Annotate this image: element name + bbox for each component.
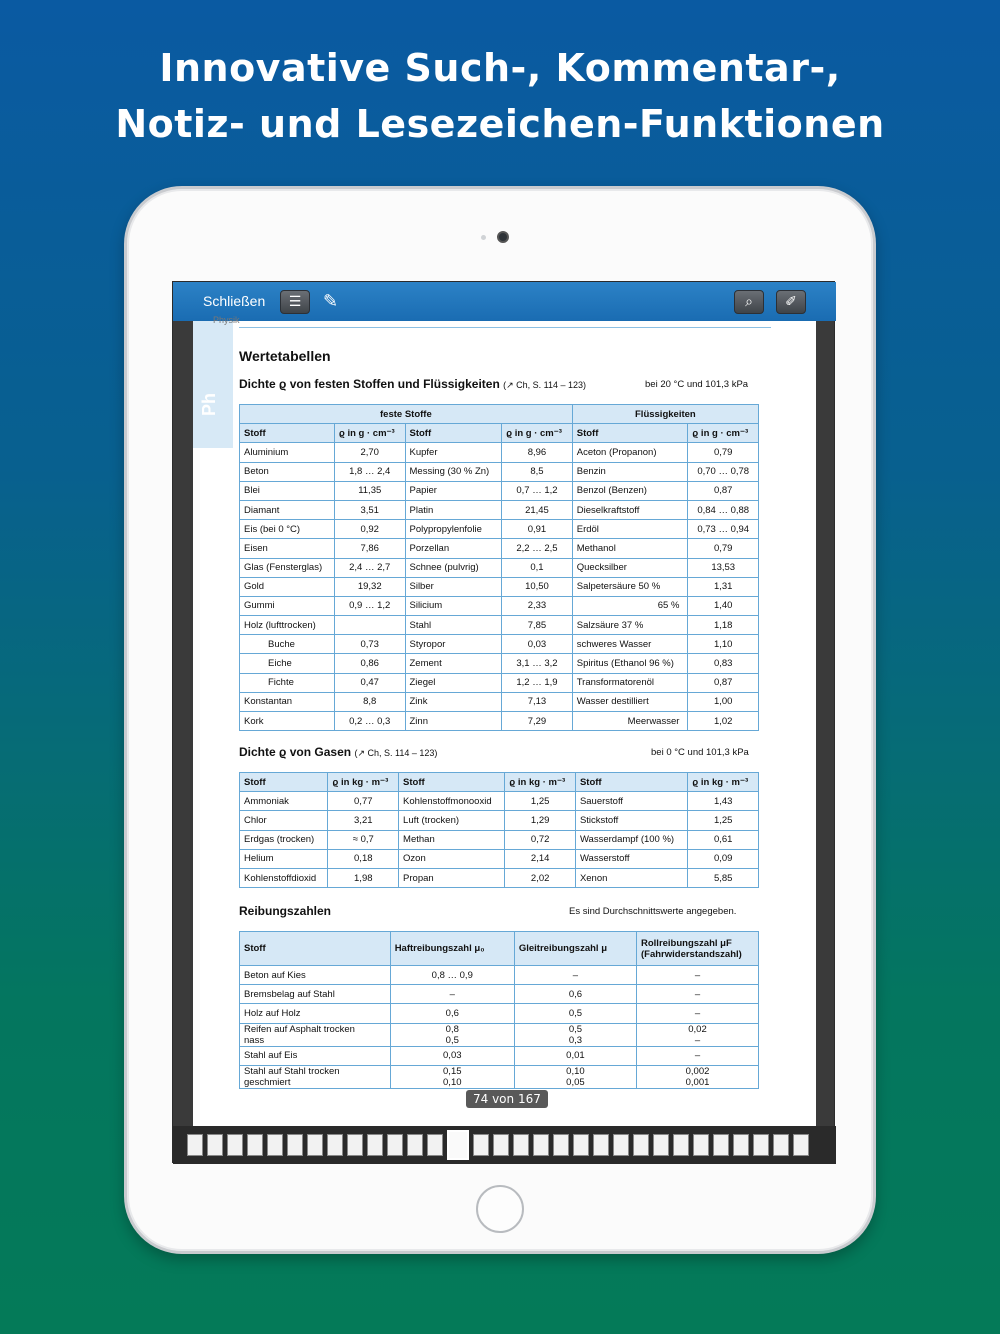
cell-value: 0,79 bbox=[688, 539, 759, 558]
cell-value: 1,10 bbox=[688, 635, 759, 654]
cell-value: 2,2 … 2,5 bbox=[502, 539, 573, 558]
cell-stoff: Propan bbox=[399, 868, 505, 887]
cell-value: 0,77 bbox=[328, 792, 399, 811]
cell-stoff: Fichte bbox=[240, 673, 335, 692]
page-thumbnail[interactable] bbox=[793, 1134, 809, 1156]
cell-value: 0,03 bbox=[502, 635, 573, 654]
cell-stoff: Salzsäure 37 % bbox=[572, 616, 688, 635]
promo-headline bbox=[0, 40, 1000, 152]
cell-stoff: Diamant bbox=[240, 500, 335, 519]
cell-line: – bbox=[694, 1050, 701, 1062]
cell-stoff: Zink bbox=[405, 692, 502, 711]
cell-stoff: Erdgas (trocken) bbox=[240, 830, 328, 849]
cell-stoff: Zinn bbox=[405, 712, 502, 731]
cell-value: 1,31 bbox=[688, 577, 759, 596]
col-header-rho: ϱ in g · cm⁻³ bbox=[688, 424, 759, 443]
cell-value bbox=[637, 1004, 759, 1023]
cell-stoff: Wasser destilliert bbox=[572, 692, 688, 711]
cell-value: 0,1 bbox=[502, 558, 573, 577]
home-button[interactable] bbox=[476, 1185, 524, 1233]
toc-list-icon[interactable]: ☰ bbox=[280, 290, 310, 314]
table-row bbox=[240, 1023, 759, 1046]
table-row bbox=[240, 712, 759, 731]
page-thumbnail[interactable] bbox=[407, 1134, 423, 1156]
cell-stoff: Papier bbox=[405, 481, 502, 500]
cell-stoff: Blei bbox=[240, 481, 335, 500]
table-row bbox=[240, 1065, 759, 1088]
page-thumbnail[interactable] bbox=[753, 1134, 769, 1156]
cell-stoff bbox=[240, 1065, 391, 1088]
page-gutter-right bbox=[814, 321, 834, 1126]
page-thumbnail[interactable] bbox=[633, 1134, 649, 1156]
cell-stoff: Eisen bbox=[240, 539, 335, 558]
cell-stoff: Eiche bbox=[240, 654, 335, 673]
table-row bbox=[240, 792, 759, 811]
section-title-solids bbox=[239, 377, 586, 391]
page-indicator: 74 von 167 bbox=[466, 1090, 548, 1108]
page-thumbnail[interactable] bbox=[493, 1134, 509, 1156]
cell-value: 0,61 bbox=[688, 830, 759, 849]
cell-stoff: Silicium bbox=[405, 596, 502, 615]
cell-stoff: Beton bbox=[240, 462, 335, 481]
cell-value bbox=[514, 1004, 636, 1023]
cell-stoff: Sauerstoff bbox=[575, 792, 687, 811]
cell-line: – bbox=[694, 969, 701, 981]
cell-line: – bbox=[694, 1007, 701, 1019]
cell-value: 3,51 bbox=[334, 500, 405, 519]
cell-stoff: Zement bbox=[405, 654, 502, 673]
section-title-solids-text: Dichte ϱ von festen Stoffen und Flüssigkeiten bbox=[239, 377, 500, 391]
cell-line: 0,15 bbox=[443, 1065, 462, 1077]
cell-value bbox=[514, 985, 636, 1004]
reader-toolbar bbox=[173, 282, 836, 321]
col-header-stoff: Stoff bbox=[575, 773, 687, 792]
header-rule bbox=[239, 327, 771, 328]
cell-line: Bremsbelag auf Stahl bbox=[244, 988, 335, 1000]
cell-value: ≈ 0,7 bbox=[328, 830, 399, 849]
document-page[interactable] bbox=[193, 315, 816, 1126]
page-thumbnail[interactable] bbox=[227, 1134, 243, 1156]
page-thumbnail[interactable] bbox=[247, 1134, 263, 1156]
cell-value bbox=[390, 1065, 514, 1088]
table-row bbox=[240, 1004, 759, 1023]
friction-note: Es sind Durchschnittswerte angegeben. bbox=[569, 906, 737, 917]
cell-value bbox=[390, 985, 514, 1004]
cell-stoff: Aluminium bbox=[240, 443, 335, 462]
cell-value: 1,98 bbox=[328, 868, 399, 887]
cell-stoff: Ziegel bbox=[405, 673, 502, 692]
cell-value: 21,45 bbox=[502, 500, 573, 519]
cell-line: 0,3 bbox=[568, 1034, 583, 1046]
cell-stoff: Stahl bbox=[405, 616, 502, 635]
cell-line: – bbox=[449, 988, 455, 1000]
cell-stoff: Eis (bei 0 °C) bbox=[240, 520, 335, 539]
reader-screen bbox=[172, 281, 835, 1163]
page-title: Wertetabellen bbox=[239, 348, 331, 364]
cell-stoff bbox=[240, 1046, 391, 1065]
cell-line: Stahl auf Eis bbox=[244, 1050, 298, 1062]
cell-value bbox=[390, 1046, 514, 1065]
annotate-pen-icon[interactable]: ✎ bbox=[323, 291, 339, 312]
cell-stoff: Konstantan bbox=[240, 692, 335, 711]
tablet-device-frame bbox=[124, 186, 876, 1254]
density-solids-table bbox=[239, 404, 759, 731]
cell-line: Holz auf Holz bbox=[244, 1007, 301, 1019]
cell-value: 7,85 bbox=[502, 616, 573, 635]
cell-value: 1,2 … 1,9 bbox=[502, 673, 573, 692]
cell-value: 0,87 bbox=[688, 481, 759, 500]
page-thumbnail[interactable] bbox=[187, 1134, 203, 1156]
page-thumbnail[interactable] bbox=[733, 1134, 749, 1156]
cell-value: 3,21 bbox=[328, 811, 399, 830]
cell-value: 11,35 bbox=[334, 481, 405, 500]
cell-value: 19,32 bbox=[334, 577, 405, 596]
subject-tab-label: Ph bbox=[199, 392, 219, 416]
cell-stoff: Aceton (Propanon) bbox=[572, 443, 688, 462]
subject-tab bbox=[193, 321, 233, 448]
table-row bbox=[240, 539, 759, 558]
cell-stoff: Kupfer bbox=[405, 443, 502, 462]
cell-line: 0,5 bbox=[568, 1007, 583, 1019]
table-row bbox=[240, 462, 759, 481]
cell-stoff: 65 % bbox=[572, 596, 688, 615]
page-thumbnail[interactable] bbox=[553, 1134, 569, 1156]
page-thumbnail[interactable] bbox=[613, 1134, 629, 1156]
cell-value: 0,92 bbox=[334, 520, 405, 539]
section-title-gases-text: Dichte ϱ von Gasen bbox=[239, 745, 352, 759]
page-thumbnail[interactable] bbox=[653, 1134, 669, 1156]
cell-stoff: Salpetersäure 50 % bbox=[572, 577, 688, 596]
cell-value: 1,29 bbox=[505, 811, 576, 830]
cell-stoff: Luft (trocken) bbox=[399, 811, 505, 830]
col-header-haft: Haftreibungszahl μ₀ bbox=[390, 932, 514, 966]
cell-line: 0,01 bbox=[566, 1050, 585, 1062]
cell-stoff: Platin bbox=[405, 500, 502, 519]
cell-stoff: Xenon bbox=[575, 868, 687, 887]
cell-value: 8,5 bbox=[502, 462, 573, 481]
cell-value: 2,02 bbox=[505, 868, 576, 887]
cell-value: 2,70 bbox=[334, 443, 405, 462]
cell-line: 0,05 bbox=[566, 1076, 585, 1088]
cell-value: 0,09 bbox=[688, 849, 759, 868]
table-row bbox=[240, 673, 759, 692]
page-thumbnail[interactable] bbox=[673, 1134, 689, 1156]
table-row bbox=[240, 692, 759, 711]
cell-value: 0,86 bbox=[334, 654, 405, 673]
cell-line: 0,10 bbox=[443, 1076, 462, 1088]
cell-value: 2,33 bbox=[502, 596, 573, 615]
page-thumbnail[interactable] bbox=[387, 1134, 403, 1156]
close-button[interactable]: Schließen bbox=[203, 293, 266, 309]
condition-gases: bei 0 °C und 101,3 kPa bbox=[651, 747, 749, 758]
cell-line: 0,10 bbox=[566, 1065, 585, 1077]
cell-stoff: Benzol (Benzen) bbox=[572, 481, 688, 500]
cell-value bbox=[390, 1004, 514, 1023]
col-header-stoff: Stoff bbox=[240, 773, 328, 792]
cell-line: – bbox=[572, 969, 579, 981]
table-row bbox=[240, 1046, 759, 1065]
cell-stoff: Messing (30 % Zn) bbox=[405, 462, 502, 481]
cell-value: 8,8 bbox=[334, 692, 405, 711]
cell-stoff: Silber bbox=[405, 577, 502, 596]
cell-stoff: Polypropylenfolie bbox=[405, 520, 502, 539]
cell-value bbox=[637, 1023, 759, 1046]
cell-value: 10,50 bbox=[502, 577, 573, 596]
cell-value: 0,70 … 0,78 bbox=[688, 462, 759, 481]
col-header-rho: ϱ in kg · m⁻³ bbox=[688, 773, 759, 792]
cell-stoff: Methan bbox=[399, 830, 505, 849]
cell-stoff: Chlor bbox=[240, 811, 328, 830]
page-thumbnail[interactable] bbox=[267, 1134, 283, 1156]
col-header-gleit: Gleitreibungszahl μ bbox=[514, 932, 636, 966]
cell-stoff: Porzellan bbox=[405, 539, 502, 558]
cell-value bbox=[514, 1023, 636, 1046]
cell-value: 7,86 bbox=[334, 539, 405, 558]
page-thumbnail[interactable] bbox=[287, 1134, 303, 1156]
cell-value bbox=[514, 966, 636, 985]
page-thumbnail[interactable] bbox=[573, 1134, 589, 1156]
search-icon[interactable]: ⌕ bbox=[734, 290, 764, 314]
cell-line: 0,02 bbox=[688, 1023, 707, 1035]
density-gases-table bbox=[239, 772, 759, 888]
table-row bbox=[240, 500, 759, 519]
cell-value bbox=[637, 1046, 759, 1065]
cell-line: Stahl auf Stahl trocken bbox=[244, 1065, 340, 1077]
cell-value: 1,18 bbox=[688, 616, 759, 635]
table-row bbox=[240, 520, 759, 539]
cell-line: 0,6 bbox=[445, 1007, 459, 1019]
cell-stoff: Helium bbox=[240, 849, 328, 868]
cell-value: 0,7 … 1,2 bbox=[502, 481, 573, 500]
cell-value: 1,25 bbox=[688, 811, 759, 830]
cell-stoff: Meerwasser bbox=[572, 712, 688, 731]
col-header-stoff: Stoff bbox=[405, 424, 502, 443]
cell-stoff: Quecksilber bbox=[572, 558, 688, 577]
cell-stoff: Wasserdampf (100 %) bbox=[575, 830, 687, 849]
page-thumbnail[interactable] bbox=[327, 1134, 343, 1156]
cell-stoff: Wasserstoff bbox=[575, 849, 687, 868]
cell-line: 0,03 bbox=[443, 1050, 462, 1062]
col-header-stoff: Stoff bbox=[240, 932, 391, 966]
cell-stoff: Kohlenstoffmonooxid bbox=[399, 792, 505, 811]
page-thumbnail[interactable] bbox=[473, 1134, 489, 1156]
cell-line: – bbox=[694, 1034, 701, 1046]
table-row bbox=[240, 654, 759, 673]
section-title-gases bbox=[239, 745, 437, 759]
cell-stoff: Kohlenstoffdioxid bbox=[240, 868, 328, 887]
cell-value: 1,43 bbox=[688, 792, 759, 811]
cell-value bbox=[390, 1023, 514, 1046]
page-gutter-left bbox=[173, 321, 193, 1126]
cell-value bbox=[637, 985, 759, 1004]
page-thumbnail[interactable] bbox=[593, 1134, 609, 1156]
page-thumbnail-strip[interactable] bbox=[173, 1126, 836, 1164]
cell-line: 0,5 bbox=[445, 1034, 459, 1046]
front-camera bbox=[497, 231, 509, 243]
cell-value: 1,00 bbox=[688, 692, 759, 711]
headline-line-2: Notiz- und Lesezeichen-Funktionen bbox=[115, 102, 885, 146]
cell-stoff: Holz (lufttrocken) bbox=[240, 616, 335, 635]
col-header-roll: Rollreibungszahl μF (Fahrwiderstandszahl) bbox=[637, 932, 759, 966]
cell-stoff: Ozon bbox=[399, 849, 505, 868]
page-thumbnail-current[interactable] bbox=[447, 1130, 469, 1160]
cell-line: 0,8 bbox=[445, 1023, 459, 1035]
cell-value: 0,2 … 0,3 bbox=[334, 712, 405, 731]
page-thumbnail[interactable] bbox=[513, 1134, 529, 1156]
cell-stoff: Buche bbox=[240, 635, 335, 654]
cell-value bbox=[514, 1046, 636, 1065]
cell-value: 13,53 bbox=[688, 558, 759, 577]
col-header-rho: ϱ in kg · m⁻³ bbox=[505, 773, 576, 792]
cell-stoff: Schnee (pulvrig) bbox=[405, 558, 502, 577]
cell-value: 2,4 … 2,7 bbox=[334, 558, 405, 577]
cell-line: Beton auf Kies bbox=[244, 969, 306, 981]
cell-line: 0,001 bbox=[685, 1076, 710, 1088]
cell-stoff bbox=[240, 966, 391, 985]
cell-value: 1,02 bbox=[688, 712, 759, 731]
page-thumbnail[interactable] bbox=[713, 1134, 729, 1156]
cell-value: 2,14 bbox=[505, 849, 576, 868]
cell-stoff bbox=[240, 1004, 391, 1023]
col-header-stoff: Stoff bbox=[572, 424, 688, 443]
page-thumbnail[interactable] bbox=[427, 1134, 443, 1156]
page-thumbnail[interactable] bbox=[347, 1134, 363, 1156]
table-row bbox=[240, 481, 759, 500]
cell-line: 0,8 … 0,9 bbox=[431, 969, 473, 981]
col-header-stoff: Stoff bbox=[399, 773, 505, 792]
cell-line: geschmiert bbox=[244, 1076, 291, 1088]
cell-value bbox=[334, 616, 405, 635]
cell-line: – bbox=[694, 988, 701, 1000]
cell-stoff: Spiritus (Ethanol 96 %) bbox=[572, 654, 688, 673]
col-header-rho: ϱ in g · cm⁻³ bbox=[334, 424, 405, 443]
friction-table bbox=[239, 931, 759, 1089]
cell-stoff: Dieselkraftstoff bbox=[572, 500, 688, 519]
cell-value: 0,73 … 0,94 bbox=[688, 520, 759, 539]
cell-stoff: Styropor bbox=[405, 635, 502, 654]
page-thumbnail[interactable] bbox=[207, 1134, 223, 1156]
table-row bbox=[240, 577, 759, 596]
cell-value bbox=[637, 1065, 759, 1088]
cell-value bbox=[514, 1065, 636, 1088]
page-thumbnail[interactable] bbox=[693, 1134, 709, 1156]
cell-line: 0,5 bbox=[568, 1023, 583, 1035]
table-row bbox=[240, 443, 759, 462]
cell-value: 0,84 … 0,88 bbox=[688, 500, 759, 519]
cell-stoff: schweres Wasser bbox=[572, 635, 688, 654]
cell-value: 1,25 bbox=[505, 792, 576, 811]
table-row bbox=[240, 830, 759, 849]
table-row bbox=[240, 635, 759, 654]
cell-stoff: Stickstoff bbox=[575, 811, 687, 830]
cell-value bbox=[637, 966, 759, 985]
cell-value: 3,1 … 3,2 bbox=[502, 654, 573, 673]
cell-value: 5,85 bbox=[688, 868, 759, 887]
cell-stoff: Ammoniak bbox=[240, 792, 328, 811]
cell-line: Reifen auf Asphalt trocken bbox=[244, 1023, 355, 1035]
table-row bbox=[240, 849, 759, 868]
cell-value: 1,40 bbox=[688, 596, 759, 615]
cell-stoff bbox=[240, 985, 391, 1004]
table-row bbox=[240, 966, 759, 985]
table-row bbox=[240, 811, 759, 830]
cell-stoff: Erdöl bbox=[572, 520, 688, 539]
page-thumbnail[interactable] bbox=[367, 1134, 383, 1156]
section-title-friction: Reibungszahlen bbox=[239, 904, 332, 918]
cell-value: 0,87 bbox=[688, 673, 759, 692]
page-thumbnail[interactable] bbox=[533, 1134, 549, 1156]
bookmark-icon[interactable]: ✐ bbox=[776, 290, 806, 314]
cell-stoff: Gold bbox=[240, 577, 335, 596]
group-header-solids: feste Stoffe bbox=[240, 405, 573, 424]
cell-value: 8,96 bbox=[502, 443, 573, 462]
cell-value bbox=[390, 966, 514, 985]
cell-value: 0,91 bbox=[502, 520, 573, 539]
cell-line: 0,6 bbox=[568, 988, 583, 1000]
cell-stoff: Methanol bbox=[572, 539, 688, 558]
cell-stoff: Glas (Fensterglas) bbox=[240, 558, 335, 577]
table-row bbox=[240, 985, 759, 1004]
cell-line: 0,002 bbox=[685, 1065, 710, 1077]
page-thumbnail[interactable] bbox=[773, 1134, 789, 1156]
col-header-rho: ϱ in kg · m⁻³ bbox=[328, 773, 399, 792]
cell-value: 0,72 bbox=[505, 830, 576, 849]
col-header-stoff: Stoff bbox=[240, 424, 335, 443]
cell-value: 7,29 bbox=[502, 712, 573, 731]
cell-value: 1,8 … 2,4 bbox=[334, 462, 405, 481]
cell-stoff: Kork bbox=[240, 712, 335, 731]
cell-value: 0,47 bbox=[334, 673, 405, 692]
table-row bbox=[240, 596, 759, 615]
table-row bbox=[240, 558, 759, 577]
table-row bbox=[240, 616, 759, 635]
cell-stoff: Gummi bbox=[240, 596, 335, 615]
cell-value: 0,9 … 1,2 bbox=[334, 596, 405, 615]
cell-value: 0,73 bbox=[334, 635, 405, 654]
cell-line: nass bbox=[244, 1034, 265, 1046]
table-row bbox=[240, 868, 759, 887]
cell-stoff: Transformatorenöl bbox=[572, 673, 688, 692]
cell-value: 0,18 bbox=[328, 849, 399, 868]
page-thumbnail[interactable] bbox=[307, 1134, 323, 1156]
cell-stoff bbox=[240, 1023, 391, 1046]
section-ref-gases: (↗ Ch, S. 114 – 123) bbox=[354, 748, 438, 758]
cell-value: 7,13 bbox=[502, 692, 573, 711]
condition-solids: bei 20 °C und 101,3 kPa bbox=[645, 379, 749, 390]
section-ref-solids: (↗ Ch, S. 114 – 123) bbox=[503, 380, 587, 390]
group-header-liquids: Flüssigkeiten bbox=[572, 405, 758, 424]
cell-value: 0,79 bbox=[688, 443, 759, 462]
running-header: Physik bbox=[213, 315, 240, 325]
cell-value: 0,83 bbox=[688, 654, 759, 673]
col-header-rho: ϱ in g · cm⁻³ bbox=[502, 424, 573, 443]
sensor-dot bbox=[481, 235, 486, 240]
cell-stoff: Benzin bbox=[572, 462, 688, 481]
headline-line-1: Innovative Such-, Kommentar-, bbox=[159, 46, 841, 90]
